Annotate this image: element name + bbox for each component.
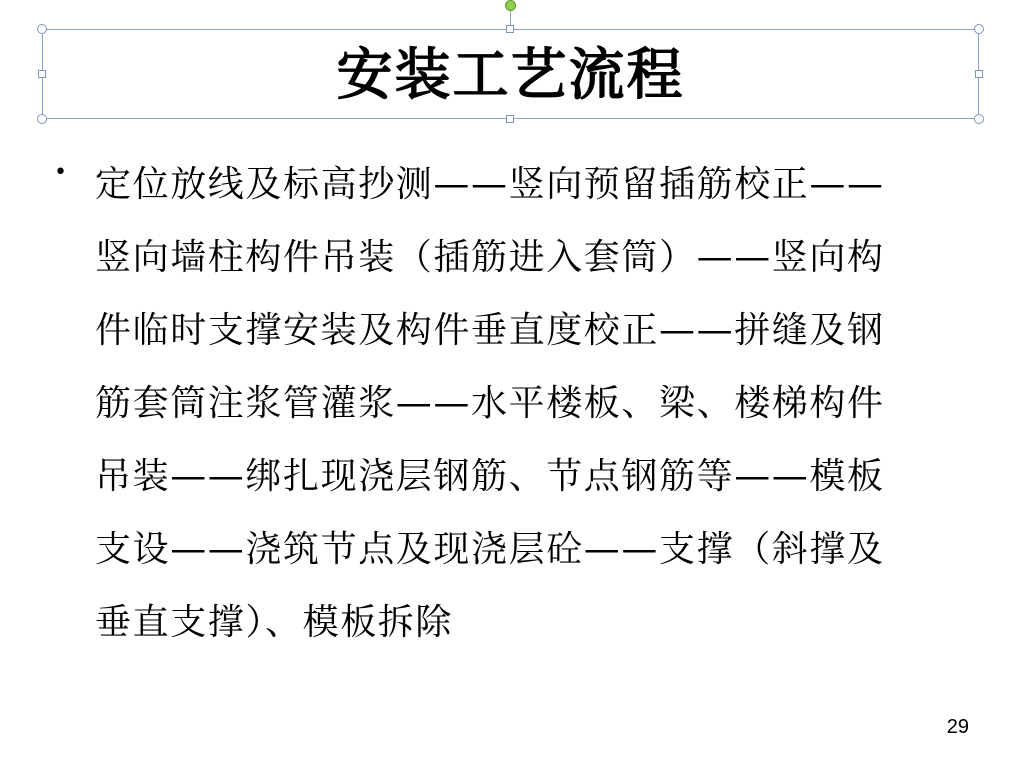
body-line: 筋套筒注浆管灌浆——水平楼板、梁、楼梯构件 bbox=[95, 383, 885, 424]
bullet-marker: • bbox=[54, 160, 67, 185]
resize-handle-top-center[interactable] bbox=[506, 25, 514, 33]
slide-title[interactable]: 安装工艺流程 bbox=[336, 42, 685, 108]
resize-handle-bottom-center[interactable] bbox=[506, 115, 514, 123]
body-line: 支设——浇筑节点及现浇层砼——支撑（斜撑及 bbox=[95, 529, 885, 570]
resize-handle-bottom-right[interactable] bbox=[974, 114, 984, 124]
resize-handle-top-left[interactable] bbox=[37, 24, 47, 34]
resize-handle-bottom-left[interactable] bbox=[37, 114, 47, 124]
resize-handle-middle-left[interactable] bbox=[38, 70, 46, 78]
body-line: 定位放线及标高抄测——竖向预留插筋校正—— bbox=[95, 164, 885, 205]
body-line: 垂直支撑）、模板拆除 bbox=[95, 602, 454, 643]
title-placeholder[interactable] bbox=[42, 29, 979, 119]
rotate-handle[interactable] bbox=[505, 0, 516, 11]
body-line: 竖向墙柱构件吊装（插筋进入套筒）——竖向构 bbox=[95, 237, 885, 278]
resize-handle-top-right[interactable] bbox=[974, 24, 984, 34]
body-line: 件临时支撑安装及构件垂直度校正——拼缝及钢 bbox=[95, 310, 885, 351]
resize-handle-middle-right[interactable] bbox=[975, 70, 983, 78]
bullet-text[interactable] bbox=[95, 148, 945, 659]
page-number: 29 bbox=[946, 716, 969, 738]
body-line: 吊装——绑扎现浇层钢筋、节点钢筋等——模板 bbox=[95, 456, 885, 497]
